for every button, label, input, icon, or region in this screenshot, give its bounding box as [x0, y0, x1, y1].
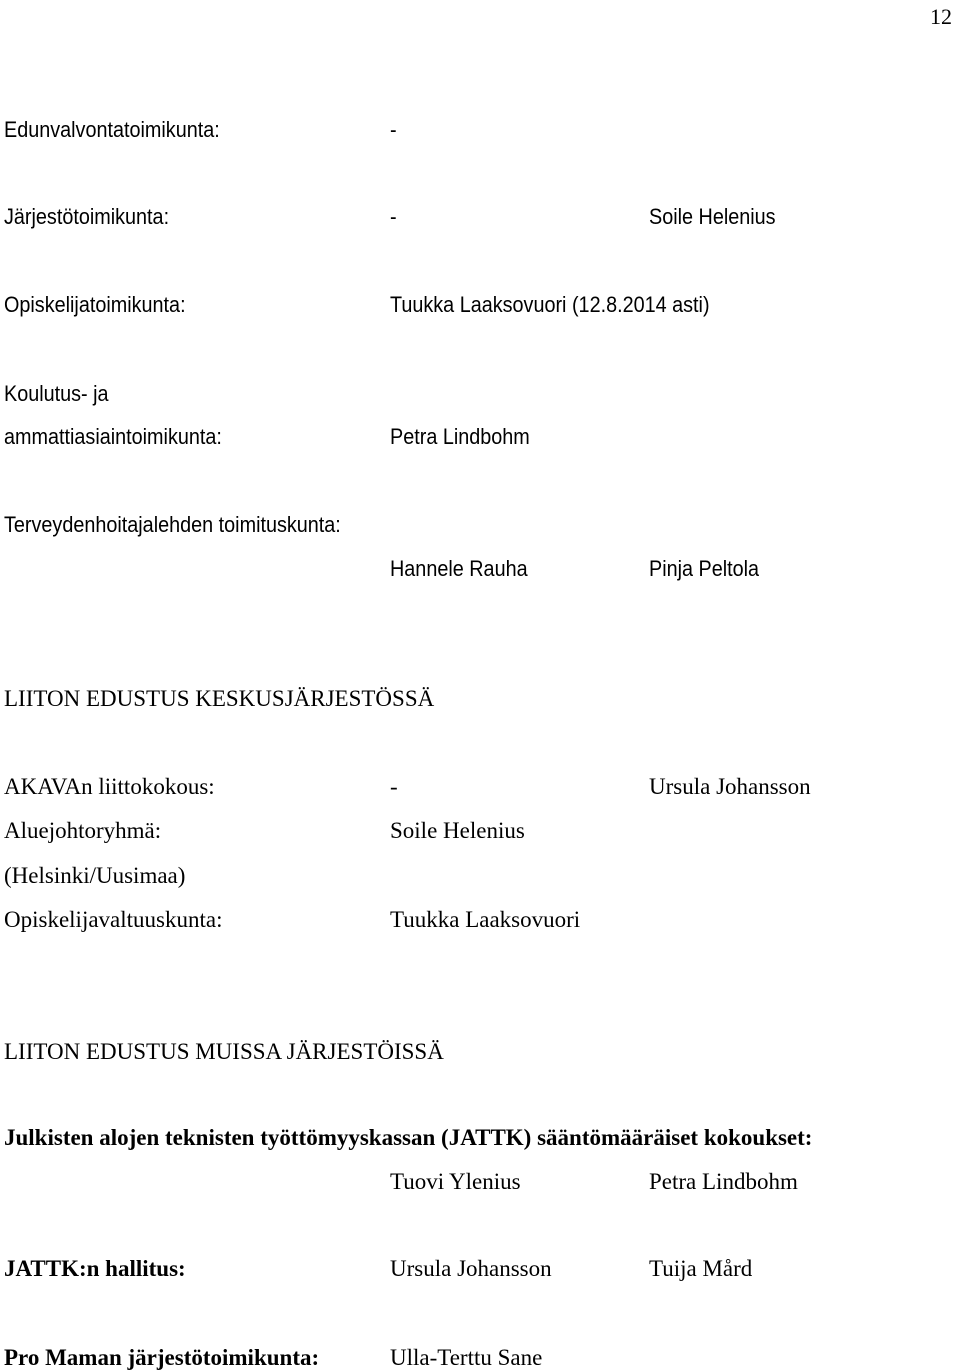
lehti-label: Terveydenhoitajalehden toimituskunta:: [4, 512, 341, 537]
central-org-heading: LIITON EDUSTUS KESKUSJÄRJESTÖSSÄ: [4, 686, 435, 711]
lehti-value-1: Hannele Rauha: [390, 556, 528, 581]
page-number: 12: [930, 4, 952, 29]
edunvalvonta-value: -: [390, 117, 397, 142]
other-orgs-heading: LIITON EDUSTUS MUISSA JÄRJESTÖISSÄ: [4, 1039, 444, 1064]
jarjesto-value-2: Soile Helenius: [649, 204, 776, 229]
pro-maman-label: Pro Maman järjestötoimikunta:: [4, 1345, 320, 1370]
jattk-meetings-value-2: Petra Lindbohm: [649, 1169, 798, 1194]
pro-maman-value: Ulla-Terttu Sane: [390, 1345, 543, 1370]
opiskelija-label: Opiskelijatoimikunta:: [4, 292, 186, 317]
lehti-value-2: Pinja Peltola: [649, 556, 760, 581]
alue-label-line2: (Helsinki/Uusimaa): [4, 863, 186, 888]
alue-value: Soile Helenius: [390, 818, 525, 843]
jattk-board-label: JATTK:n hallitus:: [4, 1256, 186, 1281]
akava-value-1: -: [390, 774, 398, 799]
jattk-board-value-2: Tuija Mård: [649, 1256, 753, 1281]
koulutus-label-line1: Koulutus- ja: [4, 381, 109, 406]
koulutus-label-line2: ammattiasiaintoimikunta:: [4, 424, 222, 449]
alue-label-line1: Aluejohtoryhmä:: [4, 818, 162, 843]
akava-label: AKAVAn liittokokous:: [4, 774, 215, 799]
jattk-meetings-label: Julkisten alojen teknisten työttömyyskassan (JATTK) sääntömääräiset kokoukset:: [4, 1125, 813, 1150]
koulutus-value: Petra Lindbohm: [390, 424, 530, 449]
jarjesto-value-1: -: [390, 204, 397, 229]
opiskelija-value: Tuukka Laaksovuori (12.8.2014 asti): [390, 292, 710, 317]
opiskelijavaltuus-value: Tuukka Laaksovuori: [390, 907, 581, 932]
jattk-board-value-1: Ursula Johansson: [390, 1256, 552, 1281]
akava-value-2: Ursula Johansson: [649, 774, 811, 799]
jarjesto-label: Järjestötoimikunta:: [4, 204, 170, 229]
jattk-meetings-value-1: Tuovi Ylenius: [390, 1169, 521, 1194]
edunvalvonta-label: Edunvalvontatoimikunta:: [4, 117, 220, 142]
opiskelijavaltuus-label: Opiskelijavaltuuskunta:: [4, 907, 223, 932]
